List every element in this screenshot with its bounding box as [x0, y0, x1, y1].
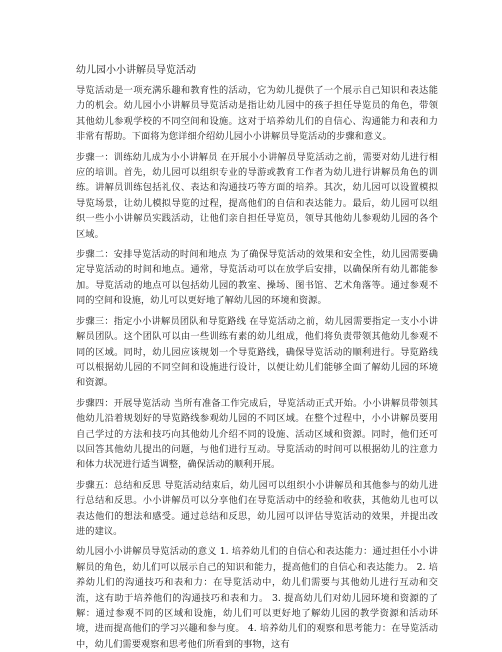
paragraph-significance: 幼儿园小小讲解员导览活动的意义 1. 培养幼儿们的自信心和表达能力：通过担任小小讲解员的角色，幼儿们可以展示自己的知识和能力，提高他们的自信心和表达能力。 2. 培养幼儿们的沟通技巧和表和力：在导览活动中，幼儿们需要与其他幼儿进行互动和交流，这有助于培养他们的沟通技巧和表和力。 3. 提高幼儿们对幼儿园环境和资源的了解：通过参观不同的区域和设施，幼儿们可以更好地了解幼儿园的教学资源和活动环境，进而提高他们的学习兴趣和参与度。 4. 培养幼儿们的观察和思考能力：在导览活动中，幼儿们需要观察和思考他们所看到的事物，这有 [76, 546, 438, 650]
paragraph-step-3: 步骤三：指定小小讲解员团队和导览路线 在导览活动之前，幼儿园需要指定一支小小讲解员团队。这个团队可以由一些训练有素的幼儿组成，他们将负责带领其他幼儿参观不同的区域。同时，幼儿园应该规划一个导览路线，确保导览活动的顺利进行。导览路线可以根据幼儿园的不同空间和设施进行设计，以便让幼儿们能够全面了解幼儿园的环境和资源。 [76, 315, 438, 389]
paragraph-step-2: 步骤二：安排导览活动的时间和地点 为了确保导览活动的效果和安全性，幼儿园需要确定导览活动的时间和地点。通常，导览活动可以在放学后安排，以确保所有幼儿都能参加。导览活动的地点可以包括幼儿园的教室、操场、图书馆、艺术角落等。通过参观不同的空间和设施，幼儿可以更好地了解幼儿园的环境和资源。 [76, 249, 438, 307]
paragraph-step-4: 步骤四：开展导览活动 当所有准备工作完成后，导览活动正式开始。小小讲解员带领其他幼儿沿着规划好的导览路线参观幼儿园的不同区域。在整个过程中，小小讲解员要用自己学过的方法和技巧向其他幼儿介绍不同的设施、活动区域和资源。同时，他们还可以回答其他幼儿提出的问题，与他们进行互动。导览活动的时间可以根据幼儿的注意力和体力状况进行适当调整，确保活动的顺利开展。 [76, 397, 438, 471]
document-title: 幼儿园小小讲解员导览活动 [76, 65, 196, 76]
paragraph-step-1: 步骤一：训练幼儿成为小小讲解员 在开展小小讲解员导览活动之前，需要对幼儿进行相应的培训。首先，幼儿园可以组织专业的导游或教育工作者为幼儿进行讲解员角色的训练。讲解员训练包括礼仪、表达和沟通技巧等方面的培养。其次，幼儿园可以设置模拟导览场景，让幼儿模拟导览的过程，提高他们的自信和表达能力。最后，幼儿园可以组织一些小小讲解员实践活动，让他们亲自担任导览员，领导其他幼儿参观幼儿园的各个区域。 [76, 151, 438, 240]
paragraph-step-5: 步骤五：总结和反思 导览活动结束后，幼儿园可以组织小小讲解员和其他参与的幼儿进行总结和反思。小小讲解员可以分享他们在导览活动中的经验和收获，其他幼儿也可以表达他们的想法和感受。通过总结和反思，幼儿园可以评估导览活动的效果，并提出改进的建议。 [76, 479, 438, 537]
paragraph-intro: 导览活动是一项充满乐趣和教育性的活动，它为幼儿提供了一个展示自己知识和表达能力的机会。幼儿园小小讲解员导览活动是指让幼儿园中的孩子担任导览员的角色，带领其他幼儿参观学校的不同空间和设施。这对于培养幼儿们的自信心、沟通能力和表和力非常有帮助。下面将为您详细介绍幼儿园小小讲解员导览活动的步骤和意义。 [76, 85, 438, 143]
